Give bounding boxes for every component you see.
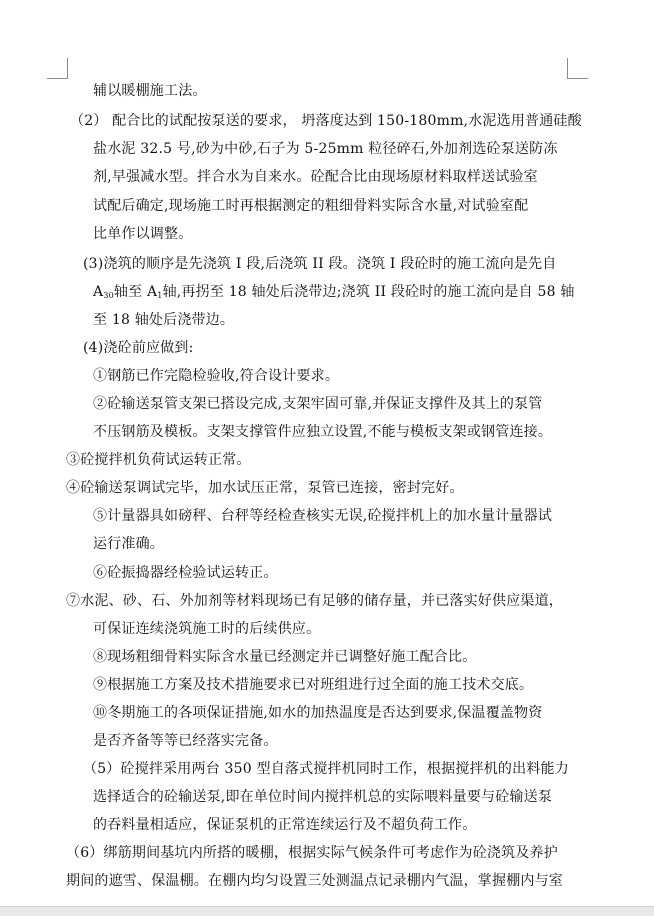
text-line: 盐水泥 32.5 号,砂为中砂,石子为 5-25mm 粒径碎石,外加剂选砼泵送防冻 (93, 141, 558, 157)
axis-subscript: 30 (103, 291, 114, 300)
text-line: ⑥砼振捣器经检验试运转正。 (93, 565, 278, 581)
margin-corner-mark-right (567, 58, 588, 79)
text-line: （5）砼搅拌采用两台 350 型自落式搅拌机同时工作，根据搅拌机的出料能力 (83, 761, 569, 777)
text-line: ⑤计量器具如磅秤、台秤等经检查核实无误,砼搅拌机上的加水量计量器试 (93, 508, 553, 524)
text-line: (4)浇砼前应做到: (83, 340, 194, 356)
bottom-scroll-bar[interactable] (0, 906, 654, 916)
text-line: 辅以暖棚施工法。 (93, 83, 207, 99)
text-line: 剂,早强减水型。拌合水为自来水。砼配合比由现场原材料取样送试验室 (93, 169, 538, 185)
axis-label: A (146, 284, 158, 300)
text-line: ⑦水泥、砂、石、外加剂等材料现场已有足够的储存量，并已落实好供应渠道， (66, 593, 563, 609)
axis-text-line (93, 282, 575, 306)
axis-label: A (93, 284, 104, 300)
axis-subscript: 1 (157, 291, 163, 300)
text-line: 比单作以调整。 (93, 226, 193, 242)
text-line: 选择适合的砼输送泵,即在单位时间内搅拌机总的实际喂料量要与砼输送泵 (93, 789, 553, 805)
axis-line-rest: 18 轴处后浇带边;浇筑 II 段砼时的施工流向是自 58 轴 (228, 284, 575, 300)
axis-suffix: 轴至 (113, 284, 143, 300)
axis-suffix: 轴,再拐至 (162, 284, 225, 300)
text-line: ④砼输送泵调试完毕，加水试压正常，泵管已连接，密封完好。 (66, 480, 464, 496)
text-line: 运行准确。 (93, 536, 164, 552)
text-line: ①钢筋已作完隐检验收,符合设计要求。 (93, 368, 340, 384)
text-line: 是否齐备等等已经落实完备。 (93, 733, 278, 749)
text-line: (3)浇筑的顺序是先浇筑 I 段,后浇筑 II 段。浇筑 I 段砼时的施工流向是先自 (83, 256, 557, 272)
text-line: ⑨根据施工方案及技术措施要求已对班组进行过全面的施工技术交底。 (93, 677, 534, 693)
margin-corner-mark-left (47, 58, 68, 79)
text-line: （6）绑筋期间基坑内所搭的暖棚，根据实际气候条件可考虑作为砼浇筑及养护 (66, 845, 558, 861)
text-line: 可保证连续浇筑施工时的后续供应。 (93, 621, 321, 637)
text-line: 期间的遮雪、保温棚。在棚内均匀设置三处测温点记录棚内气温，掌握棚内与室 (66, 873, 563, 889)
text-line: （2） 配合比的试配按泵送的要求， 坍落度达到 150-180mm,水泥选用普通硅酸 (70, 113, 582, 129)
text-line: ②砼输送泵管支架已搭设完成,支架牢固可靠,并保证支撑件及其上的泵管 (93, 396, 543, 412)
text-line: 的吞料量相适应，保证泵机的正常连续运行及不超负荷工作。 (93, 817, 477, 833)
text-line: ⑩冬期施工的各项保证措施,如水的加热温度是否达到要求,保温覆盖物资 (93, 705, 543, 721)
text-line: 至 18 轴处后浇带边。 (93, 312, 235, 328)
text-line: 试配后确定,现场施工时再根据测定的粗细骨料实际含水量,对试验室配 (93, 198, 529, 214)
text-line: 不压钢筋及模板。支架支撑管件应独立设置,不能与模板支架或钢管连接。 (93, 424, 553, 440)
text-line: ③砼搅拌机负荷试运转正常。 (66, 452, 251, 468)
text-line: ⑧现场粗细骨料实际含水量已经测定并已调整好施工配合比。 (93, 649, 477, 665)
